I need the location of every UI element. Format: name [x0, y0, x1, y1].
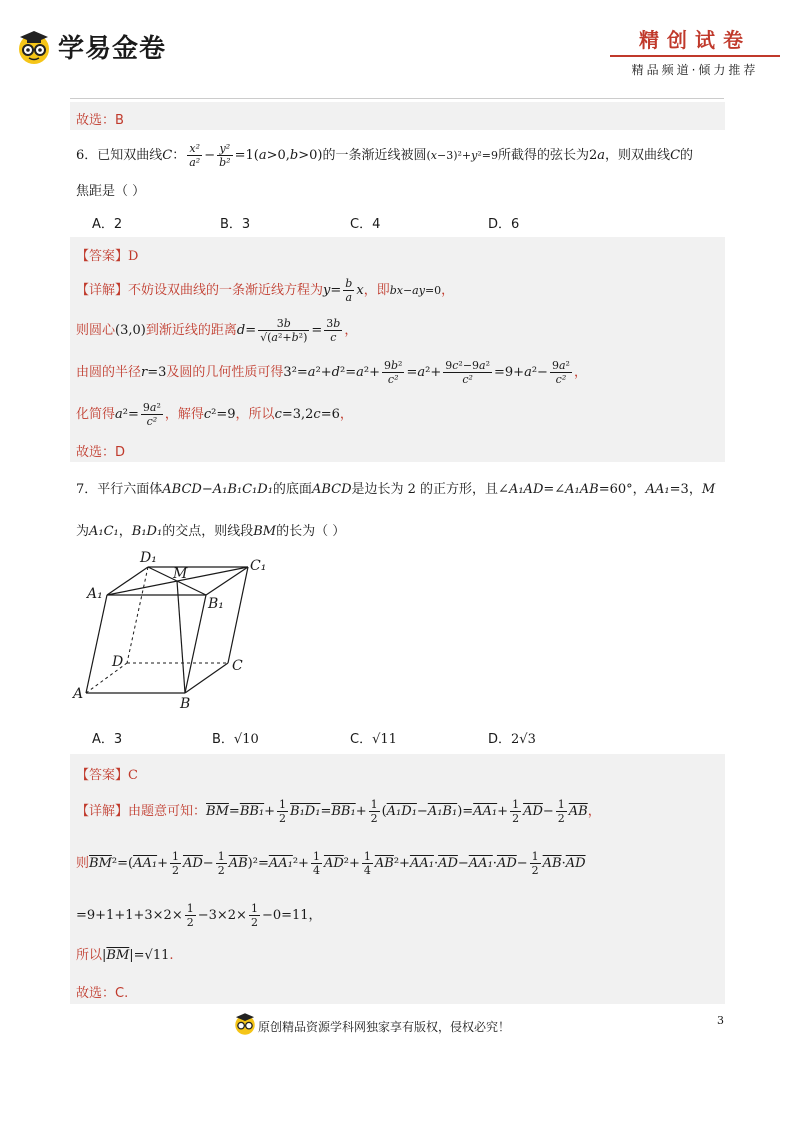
q7-options: [92, 728, 536, 747]
q6-stem-text-2: 的一条渐近线被圆: [322, 148, 427, 163]
prev-answer-box: [70, 102, 725, 130]
q6-detail-text-1a: 不妨设双曲线的一条渐近线方程为: [128, 283, 324, 298]
q7-answer: 【答案】C: [76, 768, 138, 783]
label-d: D: [112, 654, 124, 670]
q7-option-c-label: C．: [350, 732, 373, 747]
q7-stem-text-2a: 为: [76, 524, 90, 539]
header-rule: [70, 98, 724, 99]
prev-conclusion: 故选：B: [76, 113, 124, 128]
logo-text: 学易金卷: [58, 33, 167, 64]
q6-detail-text-4b: ，解得: [164, 407, 204, 422]
q6-stem-text-4: ，则双曲线: [605, 148, 671, 163]
q6-stem-text-3: 所截得的弦长为: [497, 148, 589, 163]
q7-detail-text-1: 由题意可知：: [128, 804, 207, 819]
q6-option-c: C．4: [350, 217, 381, 232]
brand-title: 精创试卷: [639, 28, 751, 52]
q6-answer-box: [70, 237, 725, 462]
q6-detail-line1: 【详解】不妨设双曲线的一条渐近线方程为y= $\frac{b}{a}$ x，即bx−ay=0，: [76, 277, 455, 304]
label-a1: A₁: [87, 586, 103, 602]
q6-stem-text-5: 的: [680, 148, 694, 163]
logo: [14, 26, 166, 66]
footer-copyright: 原创精品资源学科网独家享有版权，侵权必究！: [258, 1020, 511, 1034]
q7-option-b-label: B．: [212, 732, 234, 747]
label-c: C: [232, 658, 243, 674]
q6-detail-line3: 由圆的半径r=3及圆的几何性质可得3²=a²+d²=a²+ $\frac{\text{9b²}}{\text{c²}}$ =a²+ $\frac{\text{9c²−9a²}}{\text{c²}}$ =9+a²− $\frac{\text{9a²}}{\text{c²}}$ ，: [76, 359, 587, 386]
q6-detail-text-3b: 及圆的几何性质可得: [166, 365, 284, 380]
q6-conclusion: 故选：D: [76, 445, 126, 460]
q6-detail-line4: 化简得a²= $\frac{\text{9a²}}{\text{c²}}$ ，解得c²=9，所以c=3,2c=6，: [76, 401, 353, 428]
page-number: 3: [717, 1014, 724, 1027]
q7-detail-label: 【详解】: [76, 804, 129, 819]
q6-option-a: A．2: [92, 217, 123, 232]
q6-stem-line2: 焦距是（ ）: [76, 184, 146, 199]
q7-detail-line2: 则$\overline{BM}^2=(AA_1+$ $\frac{1}{2}$ $\overline{AD}-$ $\frac{1}{2}$ $\overline{AB})^2=AA_1^2+$ $\frac{1}{4}$ $\overline{AD}^2+$ $\frac{1}{4}$ $\overline{AB}^2+AA_1\cdot\overline{AD}-AA_1\cdot\overline{AD}-$ $\frac{1}{2}$ $\overline{AB}\cdot\overline{AD}$: [76, 850, 586, 877]
brand-badge: [610, 24, 780, 78]
q7-detail-text-2a: 则: [76, 856, 90, 871]
label-b: B: [180, 696, 191, 712]
parallelepiped-figure: [70, 548, 280, 713]
q7-stem-text-1: 7．平行六面体: [76, 482, 163, 497]
q7-stem-text-3: 是边长为 2 的正方形，且: [351, 482, 499, 497]
q6-detail-line2: 则圆心(3,0)到渐近线的距离d= $\frac{3b}{\text{√(a²+b²)}}$ = $\frac{3b}{c}$ ，: [76, 317, 358, 344]
label-c1: C₁: [250, 558, 267, 574]
q7-option-a: A．3: [92, 732, 123, 747]
q6-answer: 【答案】D: [76, 249, 139, 264]
footer-mascot-icon: [232, 1010, 258, 1036]
q7-detail-line4: 所以$|\overline{BM}|=√11$.: [76, 948, 174, 963]
q7-option-b: B．√10: [212, 728, 350, 747]
mascot-icon: [14, 26, 54, 66]
q6-detail-text-2a: 则圆心: [76, 323, 116, 338]
q7-detail-line1: 【详解】由题意可知：$\overline{BM}=BB_1+$ $\frac{1}{2}$ B₁D₁=BB₁+ $\frac{1}{2}$ (A₁D₁−A₁B₁)=AA₁+ $\frac{1}{2}$ $\overline{AD}-$ $\frac{1}{2}$ $\overline{AB}$，: [76, 798, 601, 825]
q6-options: [92, 213, 519, 232]
label-a: A: [73, 686, 84, 702]
q6-detail-text-1b: ，即: [363, 283, 390, 298]
q6-detail-text-4a: 化简得: [76, 407, 116, 422]
q7-stem-text-2b: 的交点，则线段: [162, 524, 254, 539]
label-d1: D₁: [140, 550, 157, 566]
label-m: M: [173, 566, 188, 582]
q6-detail-text-4c: ，所以: [235, 407, 275, 422]
brand-divider: [610, 55, 780, 57]
q6-option-b: B．3: [220, 217, 251, 232]
q7-stem-line2: 为A₁C₁，B₁D₁的交点，则线段BM的长为（ ）: [76, 524, 346, 539]
q6-detail-text-2b: 到渐近线的距离: [145, 323, 237, 338]
q7-option-d-label: D．: [488, 732, 512, 747]
q7-option-d: D．2√3: [488, 728, 536, 747]
q6-stem-text-1: 6．已知双曲线: [76, 148, 163, 163]
q7-stem-text-2c: 的长为（ ）: [276, 524, 346, 539]
q7-stem: 7．平行六面体ABCD−A₁B₁C₁D₁的底面ABCD是边长为 2 的正方形，且∠A₁AD=∠A₁AB=60°，AA₁=3，M: [76, 482, 716, 497]
q7-answer-box: [70, 754, 725, 1004]
label-b1: B₁: [208, 596, 224, 612]
brand-subtitle: 精品频道·倾力推荐: [631, 63, 759, 77]
q7-option-c: C．√11: [350, 728, 488, 747]
q6-option-d: D．6: [488, 217, 520, 232]
q7-detail-line3: =9+1+1+3×2× $\frac{1}{2}$ −3×2× $\frac{1}{2}$ −0=11，: [76, 902, 322, 929]
q7-conclusion: 故选：C.: [76, 986, 129, 1001]
q6-detail-label: 【详解】: [76, 283, 129, 298]
q7-detail-text-4a: 所以: [76, 948, 103, 963]
q7-stem-text-2: 的底面: [272, 482, 312, 497]
q6-stem: 6．已知双曲线C： $\frac{\text{x²}}{\text{a²}}$ − $\frac{\text{y²}}{\text{b²}}$ =1(a>0,b>0)的一条渐近线被圆(x−3)²+y²=9所截得的弦长为2a，则双曲线C的: [76, 142, 694, 169]
q6-detail-text-3a: 由圆的半径: [76, 365, 142, 380]
